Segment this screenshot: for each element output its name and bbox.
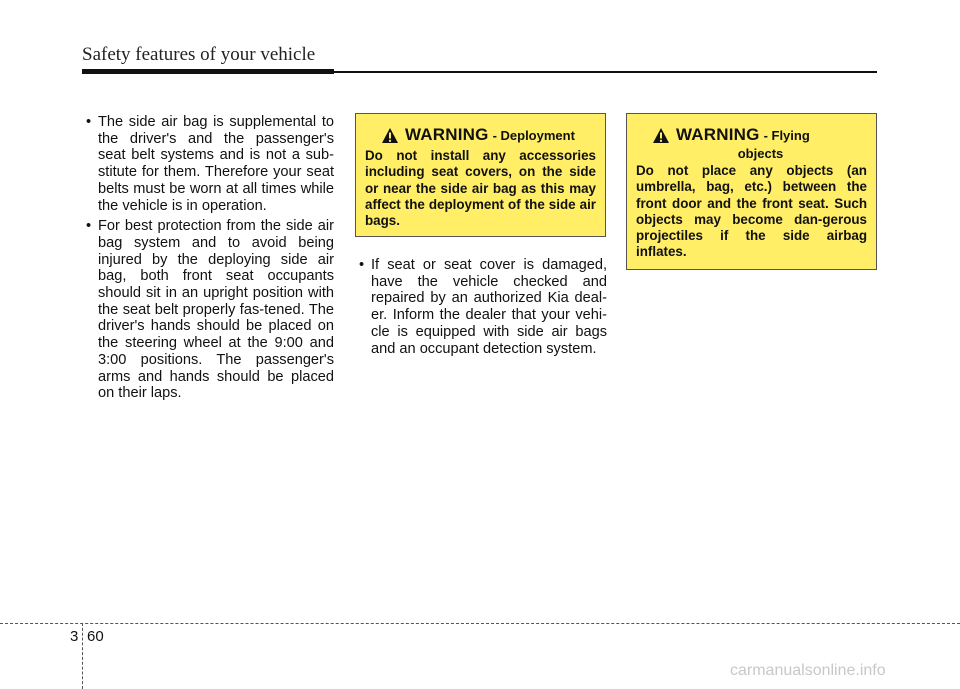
middle-bullet-list <box>355 257 607 357</box>
warning-triangle-icon <box>652 127 670 144</box>
warning-body: Do not place any objects (an umbrella, bag, etc.) between the front door and the front seat. Such objects may become dan-gerous projectiles if the side airbag inflates. <box>636 163 867 260</box>
bullet-text: If seat or seat cover is damaged, have the vehicle checked and repaired by an authorized Kia deal-er. Inform the dealer that your vehi-cle is equipped with side air bags and an occupant detection system. <box>371 257 607 357</box>
bullet-item <box>82 114 334 214</box>
bullet-text: For best protection from the side air bag system and to avoid being injured by the deploying side air bag, both front seat occupants should sit in an upright position with the seat belt properly fas-tened. The driver's hands should be placed on the steering wheel at the 9:00 and 3:00 positions. The passenger's arms and hands should be placed on their laps. <box>98 218 334 402</box>
warning-triangle-icon <box>381 127 399 144</box>
middle-column <box>355 257 607 361</box>
bullet-text: The side air bag is supplemental to the driver's and the passenger's seat belt systems and is not a sub-stitute for them. Therefore your seat belts must be worn at all times while the vehicle is in operation. <box>98 114 334 214</box>
header-rule-thin <box>334 71 877 73</box>
warning-box-deployment <box>355 113 606 237</box>
bullet-item <box>82 218 334 402</box>
warning-body: Do not install any accessories including seat covers, on the side or near the side air bag as this may affect the deployment of the side air bags. <box>365 148 596 229</box>
warning-heading <box>636 120 867 144</box>
bullet-marker: • <box>86 218 92 235</box>
warning-word: WARNING <box>405 125 489 144</box>
bullet-marker: • <box>86 114 92 130</box>
page-number: 60 <box>87 628 104 645</box>
warning-subtitle-line2: objects <box>737 146 784 161</box>
bullet-marker: • <box>359 257 365 273</box>
footer-vertical-rule <box>82 623 83 689</box>
footer-rule <box>0 623 960 624</box>
watermark: carmanualsonline.info <box>730 662 886 679</box>
page-header-title: Safety features of your vehicle <box>82 44 316 65</box>
warning-subtitle: - Flying <box>763 128 810 143</box>
left-column <box>82 114 334 406</box>
warning-heading <box>365 120 596 144</box>
warning-word: WARNING <box>676 125 760 144</box>
left-bullet-list <box>82 114 334 402</box>
warning-subtitle: - Deployment <box>492 128 575 143</box>
header-rule-thick <box>82 69 334 74</box>
chapter-number: 3 <box>70 628 79 645</box>
bullet-item <box>355 257 607 357</box>
warning-box-flying-objects <box>626 113 877 270</box>
